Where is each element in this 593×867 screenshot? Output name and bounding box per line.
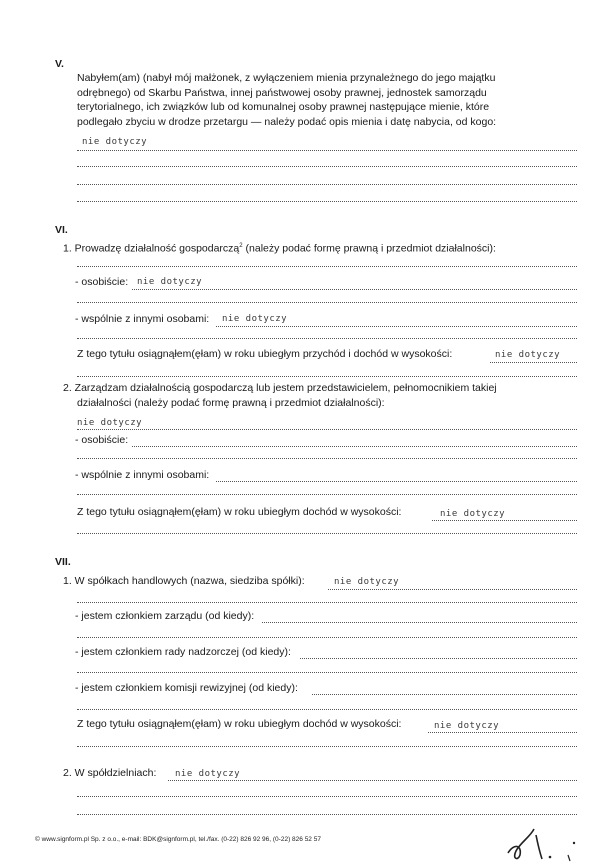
income-answer[interactable]: nie dotyczy bbox=[495, 350, 561, 360]
section-v-line-4: podlegało zbyciu w drodze przetargu — należy podać opis mienia i datę nabycia, od kogo: bbox=[77, 115, 497, 128]
footer-text: © www.signform.pl Sp. z o.o., e-mail: BDK@signform.pl, tel./fax. (0-22) 826 92 96, (0-22) 826 52 57 bbox=[35, 836, 321, 843]
vii-income-answer[interactable]: nie dotyczy bbox=[434, 721, 500, 731]
vii-income-label: Z tego tytułu osiągnąłem(ęłam) w roku ubiegłym dochód w wysokości: bbox=[77, 718, 402, 730]
answer-line bbox=[77, 746, 577, 747]
wspolnie-answer[interactable]: nie dotyczy bbox=[222, 314, 288, 324]
zarzad-label: - jestem członkiem zarządu (od kiedy): bbox=[75, 610, 255, 622]
item2-line-1: 2. Zarządzam działalnością gospodarczą lub jestem przedstawicielem, pełnomocnikiem takiej bbox=[63, 382, 497, 394]
answer-line bbox=[77, 602, 577, 603]
answer-line bbox=[77, 637, 577, 638]
signature-mark bbox=[500, 815, 580, 865]
osobiscie-answer[interactable]: nie dotyczy bbox=[137, 277, 203, 287]
answer-line bbox=[216, 326, 577, 327]
section-v-label: V. bbox=[55, 58, 64, 70]
income-label: Z tego tytułu osiągnąłem(ęłam) w roku ubiegłym przychód i dochód w wysokości: bbox=[77, 348, 453, 360]
answer-line bbox=[77, 429, 577, 430]
section-vi-item2-text bbox=[63, 381, 497, 410]
section-vii-item2-text: 2. W spółdzielniach: bbox=[63, 767, 157, 779]
answer-line bbox=[168, 780, 577, 781]
item1-text: 1. Prowadzę działalność gospodarczą bbox=[63, 242, 240, 255]
answer-line bbox=[490, 362, 577, 363]
section-vii-item1-answer[interactable]: nie dotyczy bbox=[334, 577, 400, 587]
section-v-text bbox=[77, 71, 496, 129]
komisja-label: - jestem członkiem komisji rewizyjnej (od kiedy): bbox=[75, 682, 298, 694]
rada-label: - jestem członkiem rady nadzorczej (od kiedy): bbox=[75, 646, 291, 658]
answer-line bbox=[300, 658, 577, 659]
section-vi-item1-text bbox=[63, 240, 496, 256]
item2-answer[interactable]: nie dotyczy bbox=[77, 418, 143, 428]
osobiscie-label: - osobiście: bbox=[75, 276, 129, 288]
answer-line bbox=[77, 458, 577, 459]
item2-wspolnie-label: - wspólnie z innymi osobami: bbox=[75, 469, 210, 481]
section-v-line-2: odrębnego) od Skarbu Państwa, innej państwowej osoby prawnej, jednostek samorządu bbox=[77, 86, 487, 99]
answer-line bbox=[312, 694, 577, 695]
answer-line bbox=[77, 150, 577, 151]
section-vii-label: VII. bbox=[55, 556, 71, 568]
answer-line bbox=[132, 289, 577, 290]
answer-line bbox=[77, 302, 577, 303]
answer-line bbox=[77, 338, 577, 339]
section-v-line-3: terytorialnego, ich związków lub od komunalnej osoby prawnej następujące mienie, które bbox=[77, 101, 490, 113]
footnote-ref: 2 bbox=[239, 243, 243, 249]
item2-line-2: działalności (należy podać formę prawną i przedmiot działalności): bbox=[77, 396, 385, 409]
answer-line bbox=[77, 201, 577, 202]
answer-line bbox=[262, 622, 577, 623]
section-vii-item2-answer[interactable]: nie dotyczy bbox=[175, 769, 241, 779]
answer-line bbox=[77, 166, 577, 167]
wspolnie-label: - wspólnie z innymi osobami: bbox=[75, 313, 210, 325]
answer-line bbox=[77, 796, 577, 797]
answer-line bbox=[77, 266, 577, 267]
answer-line bbox=[77, 709, 577, 710]
answer-line bbox=[432, 520, 577, 521]
answer-line bbox=[77, 376, 577, 377]
section-v-answer[interactable]: nie dotyczy bbox=[82, 137, 148, 147]
answer-line bbox=[428, 732, 577, 733]
section-v-line-1: Nabyłem(am) (nabył mój małżonek, z wyłączeniem mienia przynależnego do jego majątku bbox=[77, 72, 496, 84]
section-vi-label: VI. bbox=[55, 224, 68, 236]
item1-text-after: (należy podać formę prawną i przedmiot działalności): bbox=[242, 242, 496, 255]
answer-line bbox=[77, 672, 577, 673]
answer-line bbox=[77, 184, 577, 185]
item2-income-label: Z tego tytułu osiągnąłem(ęłam) w roku ubiegłym dochód w wysokości: bbox=[77, 506, 402, 518]
item2-osobiscie-label: - osobiście: bbox=[75, 434, 129, 446]
answer-line bbox=[77, 494, 577, 495]
section-vii-item1-text: 1. W spółkach handlowych (nazwa, siedziba spółki): bbox=[63, 575, 305, 587]
answer-line bbox=[328, 589, 577, 590]
answer-line bbox=[132, 446, 577, 447]
answer-line bbox=[216, 481, 577, 482]
answer-line bbox=[77, 533, 577, 534]
item2-income-answer[interactable]: nie dotyczy bbox=[440, 509, 506, 519]
